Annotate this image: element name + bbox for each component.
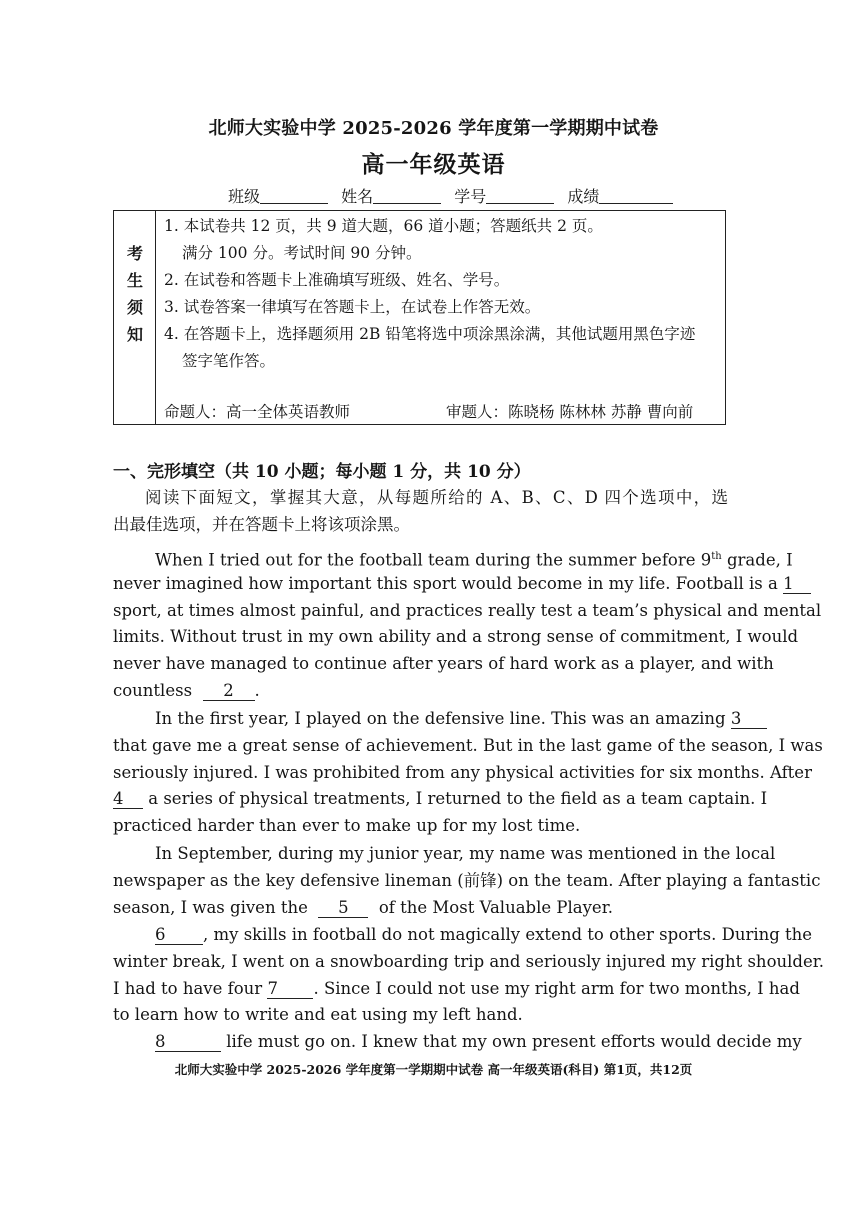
id-label: 学号 — [454, 187, 487, 206]
passage-line: limits. Without trust in my own ability and a strong sense of commitment, I would — [113, 627, 799, 647]
notice-author: 命题人：高一全体英语教师 — [164, 403, 351, 421]
exam-title: 北师大实验中学 2025-2026 学年度第一学期期中试卷 — [208, 118, 659, 139]
notice-item: 签字笔作答。 — [182, 352, 276, 370]
blank-4[interactable]: 4 — [113, 790, 143, 809]
passage-line: that gave me a great sense of achievement. But in the last game of the season, I was — [113, 735, 823, 755]
exam-notice-box — [113, 210, 726, 425]
notice-side-char: 知 — [126, 325, 143, 344]
passage-line: newspaper as the key defensive lineman (前锋) on the team. After playing a fantastic — [113, 870, 821, 890]
passage-line: 8 life must go on. I knew that my own present efforts would decide my — [155, 1032, 802, 1051]
blank-7[interactable]: 7 — [267, 980, 313, 999]
class-label: 班级 — [228, 187, 261, 206]
passage-line: countless 2 . — [113, 680, 260, 700]
blank-6[interactable]: 6 — [155, 926, 203, 945]
notice-reviewer: 审题人：陈晓杨 陈林林 苏静 曹向前 — [446, 403, 694, 421]
passage-line: sport, at times almost painful, and practices really test a team’s physical and mental — [113, 600, 822, 620]
page-footer: 北师大实验中学 2025-2026 学年度第一学期期中试卷 高一年级英语(科目) 第1页，共12页 — [174, 1062, 693, 1077]
passage-line: season, I was given the 5 of the Most Valuable Player. — [113, 897, 614, 917]
notice-item: 满分 100 分。考试时间 90 分钟。 — [182, 244, 422, 262]
name-blank[interactable] — [373, 189, 441, 204]
passage-paragraph-4 — [113, 922, 825, 1029]
passage-paragraph-1 — [113, 544, 822, 705]
notice-side-label — [114, 211, 156, 424]
blank-8[interactable]: 8 — [155, 1033, 221, 1052]
passage-line: 4 a series of physical treatments, I returned to the field as a team captain. I — [113, 789, 768, 809]
passage-line: 6 , my skills in football do not magically extend to other sports. During the — [155, 925, 813, 944]
student-info-line — [228, 184, 681, 207]
notice-item: 2. 在试卷和答题卡上准确填写班级、姓名、学号。 — [164, 271, 510, 289]
section-instruction — [113, 485, 728, 539]
blank-1[interactable]: 1 — [783, 575, 811, 594]
notice-side-char: 考 — [126, 244, 143, 263]
id-blank[interactable] — [486, 189, 554, 204]
passage-line: When I tried out for the football team during the summer before 9th grade, I — [155, 550, 793, 570]
passage-line: never imagined how important this sport would become in my life. Football is a 1 — [113, 571, 728, 598]
instruction-line: 阅读下面短文，掌握其大意，从每题所给的 A、B、C、D 四个选项中，选 — [145, 488, 728, 507]
notice-item: 4. 在答题卡上，选择题须用 2B 铅笔将选中项涂黑涂满，其他试题用黑色字迹 — [164, 325, 696, 343]
blank-2[interactable]: 2 — [203, 682, 255, 701]
passage-paragraph-3 — [113, 841, 821, 921]
score-blank[interactable] — [599, 189, 673, 204]
passage-line: I had to have four 7 . Since I could not use my right arm for two months, I had — [113, 978, 800, 998]
class-blank[interactable] — [260, 189, 328, 204]
name-label: 姓名 — [341, 187, 374, 206]
passage-line: to learn how to write and eat using my left hand. — [113, 1005, 523, 1025]
passage-paragraph-5 — [113, 1029, 802, 1056]
passage-line: In September, during my junior year, my name was mentioned in the local — [155, 844, 776, 863]
notice-side-char: 须 — [126, 298, 143, 317]
passage-line: seriously injured. I was prohibited from any physical activities for six months. After — [113, 762, 812, 782]
notice-item: 1. 本试卷共 12 页，共 9 道大题，66 道小题；答题纸共 2 页。 — [164, 217, 603, 235]
passage-line: winter break, I went on a snowboarding trip and seriously injured my right shoulder. — [113, 951, 825, 971]
notice-item: 3. 试卷答案一律填写在答题卡上，在试卷上作答无效。 — [164, 298, 541, 316]
passage-line: never have managed to continue after years of hard work as a player, and with — [113, 654, 774, 674]
passage-line: practiced harder than ever to make up for my lost time. — [113, 816, 581, 836]
exam-subtitle: 高一年级英语 — [361, 151, 506, 178]
blank-3[interactable]: 3 — [731, 710, 767, 729]
passage-line: In the first year, I played on the defensive line. This was an amazing 3 — [113, 706, 728, 733]
score-label: 成绩 — [567, 187, 600, 206]
passage-paragraph-2 — [113, 706, 823, 840]
blank-5[interactable]: 5 — [318, 899, 368, 918]
section-heading: 一、完形填空（共 10 小题；每小题 1 分，共 10 分） — [113, 462, 531, 482]
notice-side-char: 生 — [126, 271, 143, 290]
instruction-line: 出最佳选项，并在答题卡上将该项涂黑。 — [113, 514, 410, 534]
